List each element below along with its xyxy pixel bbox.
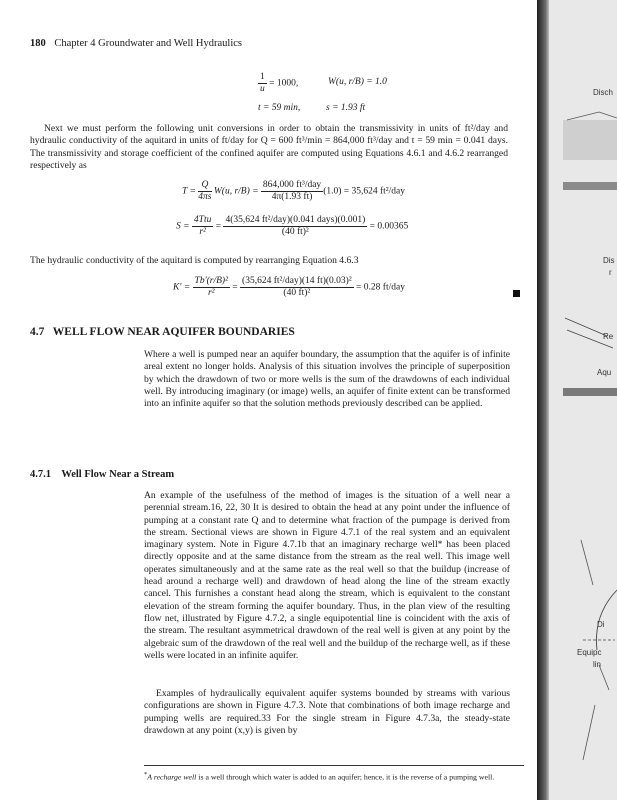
paragraph-unit-conversion: Next we must perform the following unit conversions in order to obtain the transmissivity in units of ft²/day and hydraulic conductivity of the aquitard in units of ft/day for Q = 600 ft³/min = 864,000 ft³/day and t = 59 min = 0.041 days. The transmissivity and storage coefficient of the confined aquifer are computed using Equations 4.6.1 and 4.6.2 rearranged respectively as	[30, 123, 508, 171]
equation-rest: = 1000,	[266, 78, 299, 89]
paragraph-well-near-stream: An example of the usefulness of the method of images is the situation of a well near a perennial stream.16, 22, 30 It is desired to obtain the head at any point under the influence of pumping at a constant rate Q and to determine what fraction of the pumpage is derived from the stream. Sectional views are shown in Figure 4.7.1 of the real system and an equivalent imaginary system. Note in Figure 4.7.1b that an imaginary recharge well* has been placed directly opposite and at the same distance from the stream as the real well. This image well operates simultaneously and at the same rate as the real well so that the buildup (increase of head around a recharge well) and drawdown of head along the line of the stream exactly cancel. This furnishes a constant head along the stream, which is equivalent to the constant elevation of the stream forming the aquifer boundary. Thus, in the plan view of the resulting flow net, illustrated by Figure 4.7.2, a single equipotential line is coincident with the axis of the stream. The resultant asymmetrical drawdown of the real well is given at any point by the algebraic sum of the drawdown of the real well and the buildup of the recharge well, as if these wells were located in an infinite aquifer.	[144, 490, 510, 661]
facing-text-equipc: Equipc	[577, 648, 602, 657]
fraction	[240, 276, 354, 299]
facing-page-figures	[537, 0, 617, 800]
lhs: K' =	[173, 282, 191, 293]
fraction	[258, 72, 267, 95]
equals: =	[232, 282, 238, 293]
end-of-example-marker	[513, 290, 520, 297]
paragraph-aquifer-boundaries: Where a well is pumped near an aquifer boundary, the assumption that the aquifer is of infinite areal extent no longer holds. Analysis of this situation involves the principle of superposition by which the drawdown of two or more wells is the sum of the drawdowns of each individual well. By introducing imaginary (or image) wells, an aquifer of finite extent can be transformed into an infinite aquifer so that the solution methods previously described can be applied.	[144, 349, 510, 410]
fraction	[192, 215, 213, 238]
denominator: 4π(1.93 ft)	[271, 192, 313, 202]
figure-line	[583, 665, 609, 760]
section-number: 4.7.1	[30, 469, 51, 480]
facing-text-r: r	[609, 268, 612, 277]
fraction	[261, 180, 323, 203]
facing-text-lin: lin	[593, 660, 602, 669]
footnote-marker: *	[144, 771, 148, 778]
section-heading-4-7-1	[30, 469, 174, 480]
binding-shadow	[537, 0, 549, 800]
denominator: r²	[207, 288, 215, 298]
numerator: Tb'(r/B)²	[194, 276, 228, 286]
middle: W(u, r/B) =	[213, 186, 259, 197]
denominator: r²	[199, 227, 206, 237]
numerator: 1	[260, 72, 265, 82]
denominator: (40 ft)²	[283, 288, 311, 298]
equals: =	[215, 221, 222, 232]
equation-aquitard-conductivity	[173, 276, 405, 299]
paragraph-equivalent-systems: Examples of hydraulically equivalent aquifer systems bounded by streams with various configurations are shown in Figure 4.7.3. Note that combinations of both image recharge and pumping wells are required.33 For the single stream in Figure 4.7.3a, the steady-state drawdown at any point (x,y) is given by	[144, 688, 510, 736]
footnote-term: A recharge well	[147, 772, 197, 782]
numerator: (35,624 ft²/day)(14 ft)(0.03)²	[242, 276, 352, 286]
equation-storage-coefficient	[176, 215, 408, 238]
result: (1.0) = 35,624 ft²/day	[323, 186, 406, 197]
facing-text-re: Re	[603, 332, 614, 341]
equation-well-function: W(u, r/B) = 1.0	[328, 77, 387, 87]
footnote-text: is a well through which water is added to an aquifer; hence, it is the reverse of a pumping well.	[196, 772, 495, 782]
fraction	[223, 215, 367, 238]
fraction	[193, 276, 230, 299]
result: = 0.28 ft/day	[356, 282, 405, 293]
section-heading-4-7	[30, 326, 295, 338]
footnote-rule	[144, 765, 524, 766]
figure-band	[563, 388, 617, 396]
numerator: 4(35,624 ft²/day)(0.041 days)(0.001)	[225, 215, 366, 225]
lhs: S =	[176, 221, 190, 232]
facing-text-aqu: Aqu	[597, 368, 612, 377]
facing-text-di: Di	[597, 620, 605, 629]
numerator: 864,000 ft³/day	[262, 180, 322, 190]
page-number: 180	[30, 38, 46, 49]
paragraph-hydraulic-conductivity: The hydraulic conductivity of the aquitard is computed by rearranging Equation 4.6.3	[30, 255, 359, 266]
section-number: 4.7	[30, 326, 45, 338]
equation-time: t = 59 min,	[258, 103, 301, 113]
facing-text-disch: Disch	[593, 88, 614, 97]
running-header	[30, 38, 242, 49]
denominator: 4πs	[198, 192, 212, 202]
result: = 0.00365	[369, 221, 409, 232]
denominator: u	[260, 84, 265, 94]
chapter-title: Chapter 4 Groundwater and Well Hydraulics	[54, 38, 242, 49]
figure-line	[567, 112, 617, 120]
section-title: WELL FLOW NEAR AQUIFER BOUNDARIES	[52, 326, 295, 338]
numerator: Q	[198, 180, 211, 192]
section-title: Well Flow Near a Stream	[61, 469, 175, 480]
facing-page-strip	[537, 0, 617, 800]
numerator: 4Ttu	[193, 215, 212, 225]
denominator: (40 ft)²	[281, 227, 309, 237]
equation-transmissivity	[182, 180, 405, 203]
facing-text-dis: Dis	[603, 256, 615, 265]
equation-drawdown: s = 1.93 ft	[326, 103, 366, 113]
fraction	[198, 180, 211, 203]
equation-1-over-u	[258, 72, 298, 95]
figure-band	[563, 182, 617, 190]
lhs: T =	[182, 186, 196, 197]
figure-block	[563, 120, 617, 160]
footnote	[144, 771, 534, 782]
figure-line	[581, 540, 593, 585]
